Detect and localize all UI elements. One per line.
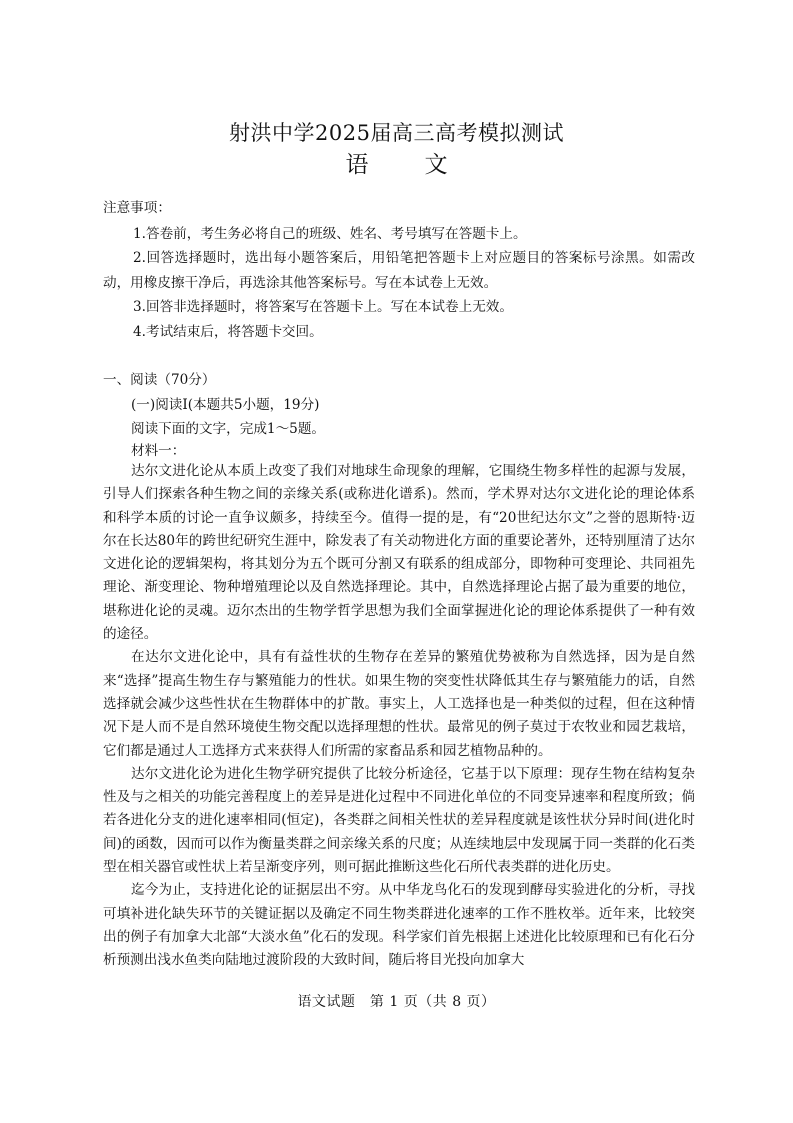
page-footer: 语文试题 第 1 页（共 8 页） [297,994,496,1010]
section-subheading: (一)阅读Ⅰ(本题共5小题，19分) [131,397,320,413]
notice-item-1: 1.答卷前，考生务必将自己的班级、姓名、考号填写在答题卡上。 [133,226,527,242]
reading-instruction: 阅读下面的文字，完成1～5题。 [131,421,326,437]
material-label: 材料一： [131,443,186,459]
paragraph-3: 达尔文进化论为进化生物学研究提供了比较分析途径，它基于以下原理：现存生物在结构复杂性及与之相关的功能完善程度上的差异是进化过程中不同进化单位的不同变异速率和程度所致；倘若各进化分支的进化速率相同(恒定)，各类群之间相关性状的差异程度就是该性状分异时间(进化时间)的函数，因而可以作为衡量类群之间亲缘关系的尺度；从连续地层中发现属于同一类群的化石类型在相关器官或性状上若呈渐变序列，则可据此推断这些化石所代表类群的进化历史。 [103,765,695,876]
material-body [103,460,695,973]
subject-char-right: 文 [424,152,448,178]
notice-item-4: 4.考试结束后，将答题卡交回。 [133,323,323,340]
paragraph-4: 迄今为止，支持进化论的证据层出不穷。从中华龙鸟化石的发现到酵母实验进化的分析，寻找可填补进化缺失环节的关键证据以及确定不同生物类群进化速率的工作不胜枚举。近年来，比较突出的例子有加拿大北部“大淡水鱼”化石的发现。科学家们首先根据上述进化比较原理和已有化石分析预测出浅水鱼类向陆地过渡阶段的大致时间，随后将目光投向加拿大 [103,882,695,969]
notice-item-2: 2.回答选择题时，选出每小题答案后，用铅笔把答题卡上对应题目的答案标号涂黑。如需改动，用橡皮擦干净后，再选涂其他答案标号。写在本试卷上无效。 [103,250,695,291]
notice-item-3: 3.回答非选择题时，将答案写在答题卡上。写在本试卷上无效。 [133,299,513,316]
subject-char-left: 语 [345,152,369,178]
notice-list [103,222,695,344]
section-heading: 一、阅读（70分） [103,372,216,388]
notice-heading: 注意事项： [103,200,171,216]
subject-title [0,146,793,179]
exam-title: 射洪中学2025届高三高考模拟测试 [229,121,564,145]
paragraph-1: 达尔文进化论从本质上改变了我们对地球生命现象的理解，它围绕生物多样性的起源与发展，引导人们探索各种生物之间的亲缘关系(或称进化谱系)。然而，学术界对达尔文进化论的理论体系和科学本质的讨论一直争议颇多，持续至今。值得一提的是，有“20世纪达尔文”之誉的恩斯特·迈尔在长达80年的跨世纪研究生涯中，除发表了有关动物进化方面的重要论著外，还特别厘清了达尔文进化论的逻辑架构，将其划分为五个既可分割又有联系的组成部分，即物种可变理论、共同祖先理论、渐变理论、物种增殖理论以及自然选择理论。其中，自然选择理论占据了最为重要的地位，堪称进化论的灵魂。迈尔杰出的生物学哲学思想为我们全面掌握进化论的理论体系提供了一种有效的途径。 [103,463,695,643]
paragraph-2: 在达尔文进化论中，具有有益性状的生物存在差异的繁殖优势被称为自然选择，因为是自然来“选择”提高生物生存与繁殖能力的性状。如果生物的突变性状降低其生存与繁殖能力的话，自然选择就会减少这些性状在生物群体中的扩散。事实上，人工选择也是一种类似的过程，但在这种情况下是人而不是自然环境使生物交配以选择理想的性状。最常见的例子莫过于农牧业和园艺栽培，它们都是通过人工选择方式来获得人们所需的家畜品系和园艺植物品种的。 [103,649,695,759]
